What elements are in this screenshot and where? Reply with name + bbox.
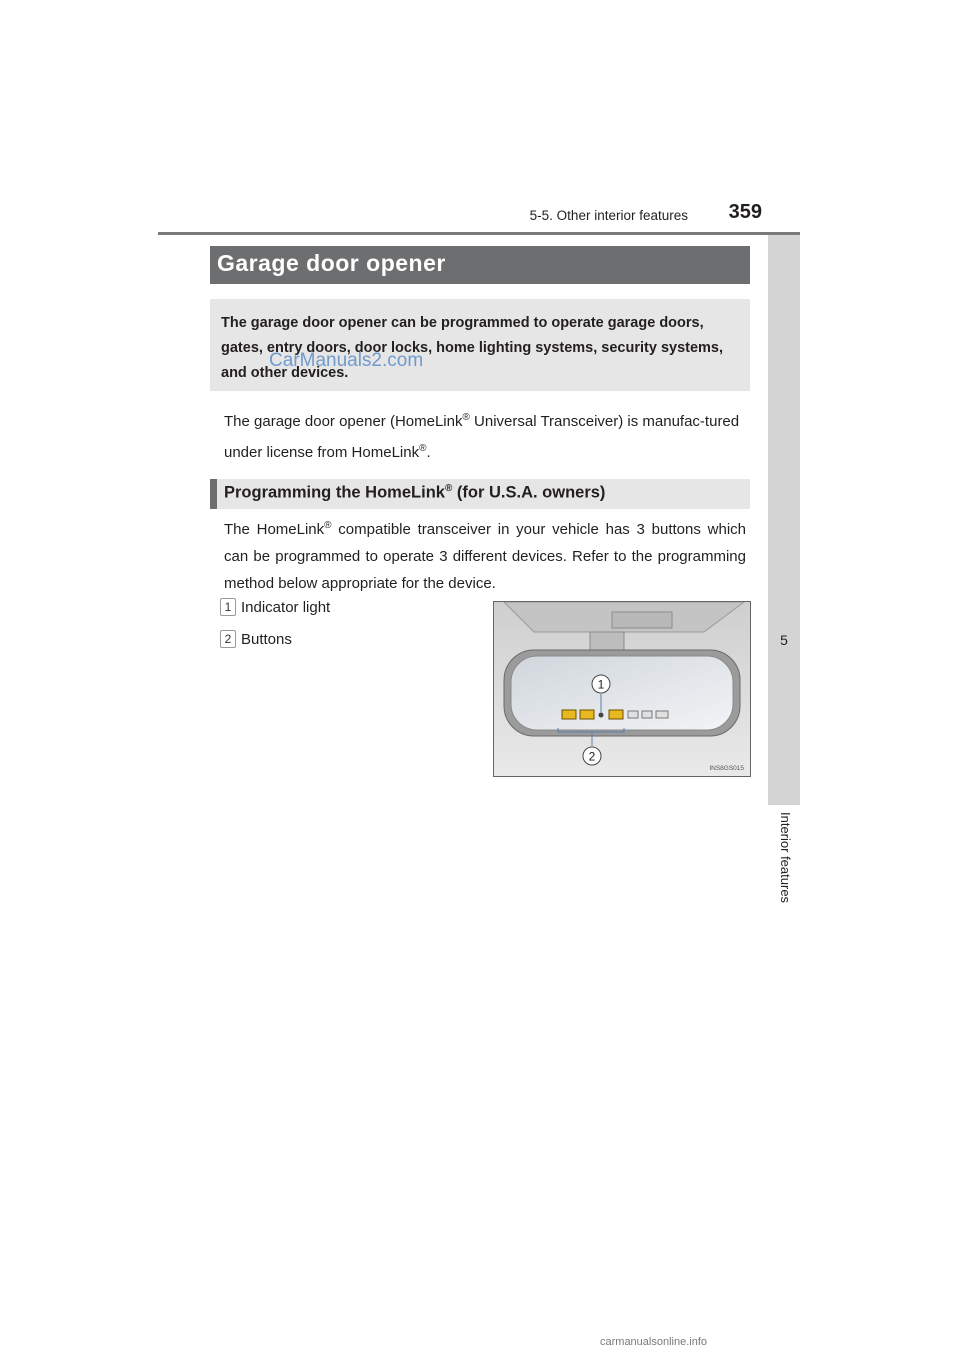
section-label: 5-5. Other interior features	[529, 208, 688, 223]
paragraph-text: compatible transceiver in your vehicle has 3 buttons which can be programmed to operate 3 different devices. Refer to the programming method below appropriate for the device.	[224, 521, 746, 592]
page-title: Garage door opener	[217, 250, 446, 276]
page-number: 359	[728, 201, 762, 223]
legend-number: 1	[220, 598, 236, 616]
subheading-bar	[210, 479, 750, 509]
callout-1-number: 1	[597, 677, 605, 692]
mirror-drawing	[494, 602, 750, 776]
subheading-text: Programming the HomeLink	[224, 483, 445, 502]
paragraph-programming	[224, 512, 746, 597]
legend-number: 2	[220, 630, 236, 648]
subheading-marker	[210, 479, 217, 509]
intro-box	[210, 299, 750, 391]
mirror-button	[642, 711, 652, 718]
legend-label: Buttons	[241, 630, 292, 648]
legend-item	[220, 598, 330, 616]
side-tab	[768, 235, 800, 805]
side-tab-number: 5	[780, 632, 788, 648]
homelink-button-1	[562, 710, 576, 719]
registered-mark: ®	[462, 412, 470, 423]
registered-mark: ®	[419, 443, 427, 454]
subheading	[224, 483, 605, 503]
mirror-button	[656, 711, 668, 718]
paragraph-text: .	[426, 444, 431, 461]
header-rule	[158, 232, 800, 235]
paragraph-text: The HomeLink	[224, 521, 325, 538]
homelink-button-3	[609, 710, 623, 719]
side-tab-label: Interior features	[778, 812, 793, 904]
footer-link[interactable]: carmanualsonline.info	[600, 1336, 708, 1348]
intro-text: The garage door opener can be programmed to operate garage doors, gates, entry doors, door locks, home lighting systems, security systems, and other devices.	[221, 315, 724, 381]
indicator-light	[599, 713, 604, 718]
console-light	[612, 612, 672, 628]
paragraph-intro	[224, 404, 746, 466]
callout-2-number: 2	[588, 749, 596, 764]
paragraph-text: Universal Transceiver) is manufac-tured under license from HomeLink	[224, 413, 740, 461]
subheading-text: (for U.S.A. owners)	[452, 483, 606, 502]
figure-code: INS8GS015	[709, 765, 744, 772]
homelink-button-2	[580, 710, 594, 719]
legend-label: Indicator light	[241, 598, 331, 616]
registered-mark: ®	[444, 483, 453, 494]
registered-mark: ®	[324, 520, 332, 531]
legend-item	[220, 630, 292, 648]
mirror-button	[628, 711, 638, 718]
watermark: CarManuals2.com	[269, 350, 424, 371]
mirror-illustration	[493, 601, 751, 777]
paragraph-text: The garage door opener (HomeLink	[224, 413, 463, 430]
title-bar	[210, 246, 750, 284]
